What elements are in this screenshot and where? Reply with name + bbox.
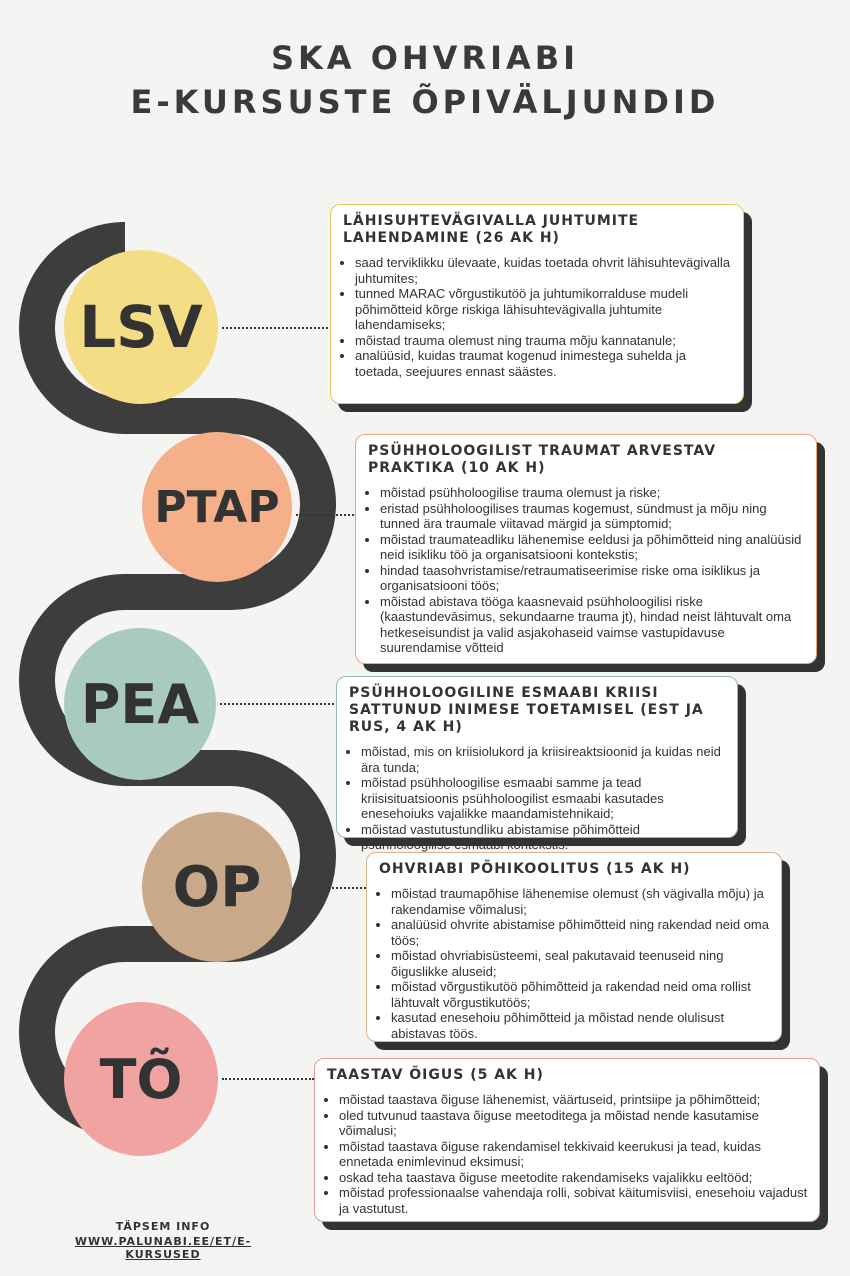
connector-ptap [296,514,354,516]
outcome-item: • mõistad professionaalse vahendaja rolli, sobivat käitumisviisi, enesehoiu vajadust ja vastutust. [339,1185,809,1216]
page-title-line-1: SKA OHVRIABI [270,39,580,77]
course-circle-pea [64,628,216,780]
connector-pea [220,703,334,705]
course-outcomes-ptap [368,485,806,656]
course-circle-lsv [64,250,218,404]
outcome-item: • kasutad enesehoiu põhimõtteid ja mõistad nende olulisust abistavas töös. [391,1010,771,1041]
course-abbr-to: TÕ [99,1047,183,1111]
course-outcomes-lsv [343,255,733,379]
outcome-item: • eristad psühholoogilises traumas kogemust, sündmust ja mõju ning tunned ära traumale viitavad märgid ja sümptomid; [380,501,806,532]
connector-op [296,887,366,889]
page-title-line-2: E-KURSUSTE ÕPIVÄLJUNDID [130,83,720,121]
outcome-item: • tunned MARAC võrgustikutöö ja juhtumikorralduse mudeli põhimõtteid kõrge riskiga lähisuhtevägivalla juhtumite lahendamiseks; [355,286,733,333]
outcome-item: • mõistad psühholoogilise esmaabi samme ja tead kriisisituatsioonis psühholoogilist esmaabi kasutades enesehoiuks vajalikke maandamistehnikaid; [361,775,727,822]
outcome-item: • oled tutvunud taastava õiguse meetoditega ja mõistad nende kasutamise võimalusi; [339,1108,809,1139]
course-abbr-pea: PEA [80,672,200,736]
outcome-item: • oskad teha taastava õiguse meetodite rakendamiseks vajalikku eeltööd; [339,1170,809,1186]
course-card-pea [336,676,738,852]
outcome-item: • mõistad ohvriabisüsteemi, seal pakutavaid teenuseid ning õiguslikke aluseid; [391,948,771,979]
outcome-item: • mõistad vastutustundliku abistamise põhimõtteid psühholoogilise esmaabi kontekstis. [361,822,727,853]
course-outcomes-pea [349,744,727,853]
course-abbr-ptap: PTAP [154,481,280,533]
outcome-item: • saad terviklikku ülevaate, kuidas toetada ohvrit lähisuhtevägivalla juhtumites; [355,255,733,286]
course-outcomes-to [327,1092,809,1216]
connector-to [222,1078,314,1080]
outcome-item: • mõistad trauma olemust ning trauma mõju kannatanule; [355,333,733,349]
course-card-ptap [355,434,817,664]
outcome-item: • analüüsid ohvrite abistamise põhimõtteid ning rakendad neid oma töös; [391,917,771,948]
course-card-lsv [330,204,744,404]
outcome-item: • analüüsid, kuidas traumat kogenud inimestega suhelda ja toetada, seejuures ennast säästes. [355,348,733,379]
outcome-item: • mõistad taastava õiguse lähenemist, väärtuseid, printsiipe ja põhimõtteid; [339,1092,809,1108]
course-card-op [366,852,782,1042]
outcome-item: • mõistad traumapõhise lähenemise olemust (sh vägivalla mõju) ja rakendamise võimalusi; [391,886,771,917]
course-abbr-op: OP [172,854,262,920]
course-heading-to: TAASTAV ÕIGUS (5 AK H) [327,1067,544,1083]
connector-lsv [222,327,328,329]
outcome-item: • mõistad traumateadliku lähenemise eeldusi ja põhimõtteid ning analüüsid neid isikliku töö ja organisatsiooni kontekstis; [380,532,806,563]
outcome-item: • hindad taasohvristamise/retraumatiseerimise riske oma isiklikus ja organisatsiooni töös; [380,563,806,594]
outcome-item: • mõistad taastava õiguse rakendamisel tekkivaid keerukusi ja tead, kuidas ennetada enimlevinud eksimusi; [339,1139,809,1170]
course-heading-lsv: LÄHISUHTEVÄGIVALLA JUHTUMITE LAHENDAMINE (26 AK H) [343,213,640,246]
course-heading-op: OHVRIABI PÕHIKOOLITUS (15 AK H) [379,861,691,877]
course-abbr-lsv: LSV [79,293,203,361]
course-heading-pea: PSÜHHOLOOGILINE ESMAABI KRIISI SATTUNUD INIMESE TOETAMISEL (EST JA RUS, 4 AK H) [349,685,704,735]
course-card-to [314,1058,820,1222]
course-circle-op [142,812,292,962]
course-heading-ptap: PSÜHHOLOOGILIST TRAUMAT ARVESTAV PRAKTIKA (10 AK H) [368,443,717,476]
outcome-item: • mõistad abistava tööga kaasnevaid psühholoogilisi riske (kaastundevāsimus, sekundaarne trauma jt), hindad neist lähtuvalt oma hetkeseisundist ja valid asjakohaseid vaimse vastupidavuse suurendamise võtteid [380,594,806,656]
course-circle-to [64,1002,218,1156]
course-outcomes-op [379,886,771,1041]
footer-link[interactable]: WWW.PALUNABI.EE/ET/E-KURSUSED [74,1235,252,1261]
footer-label: TÄPSEM INFO [115,1220,211,1233]
outcome-item: • mõistad võrgustikutöö põhimõtteid ja rakendad neid oma rollist lähtuvalt võrgustikutöös; [391,979,771,1010]
course-circle-ptap [142,432,292,582]
outcome-item: • mõistad, mis on kriisiolukord ja kriisireaktsioonid ja kuidas neid ära tunda; [361,744,727,775]
outcome-item: • mõistad psühholoogilise trauma olemust ja riske; [380,485,806,501]
